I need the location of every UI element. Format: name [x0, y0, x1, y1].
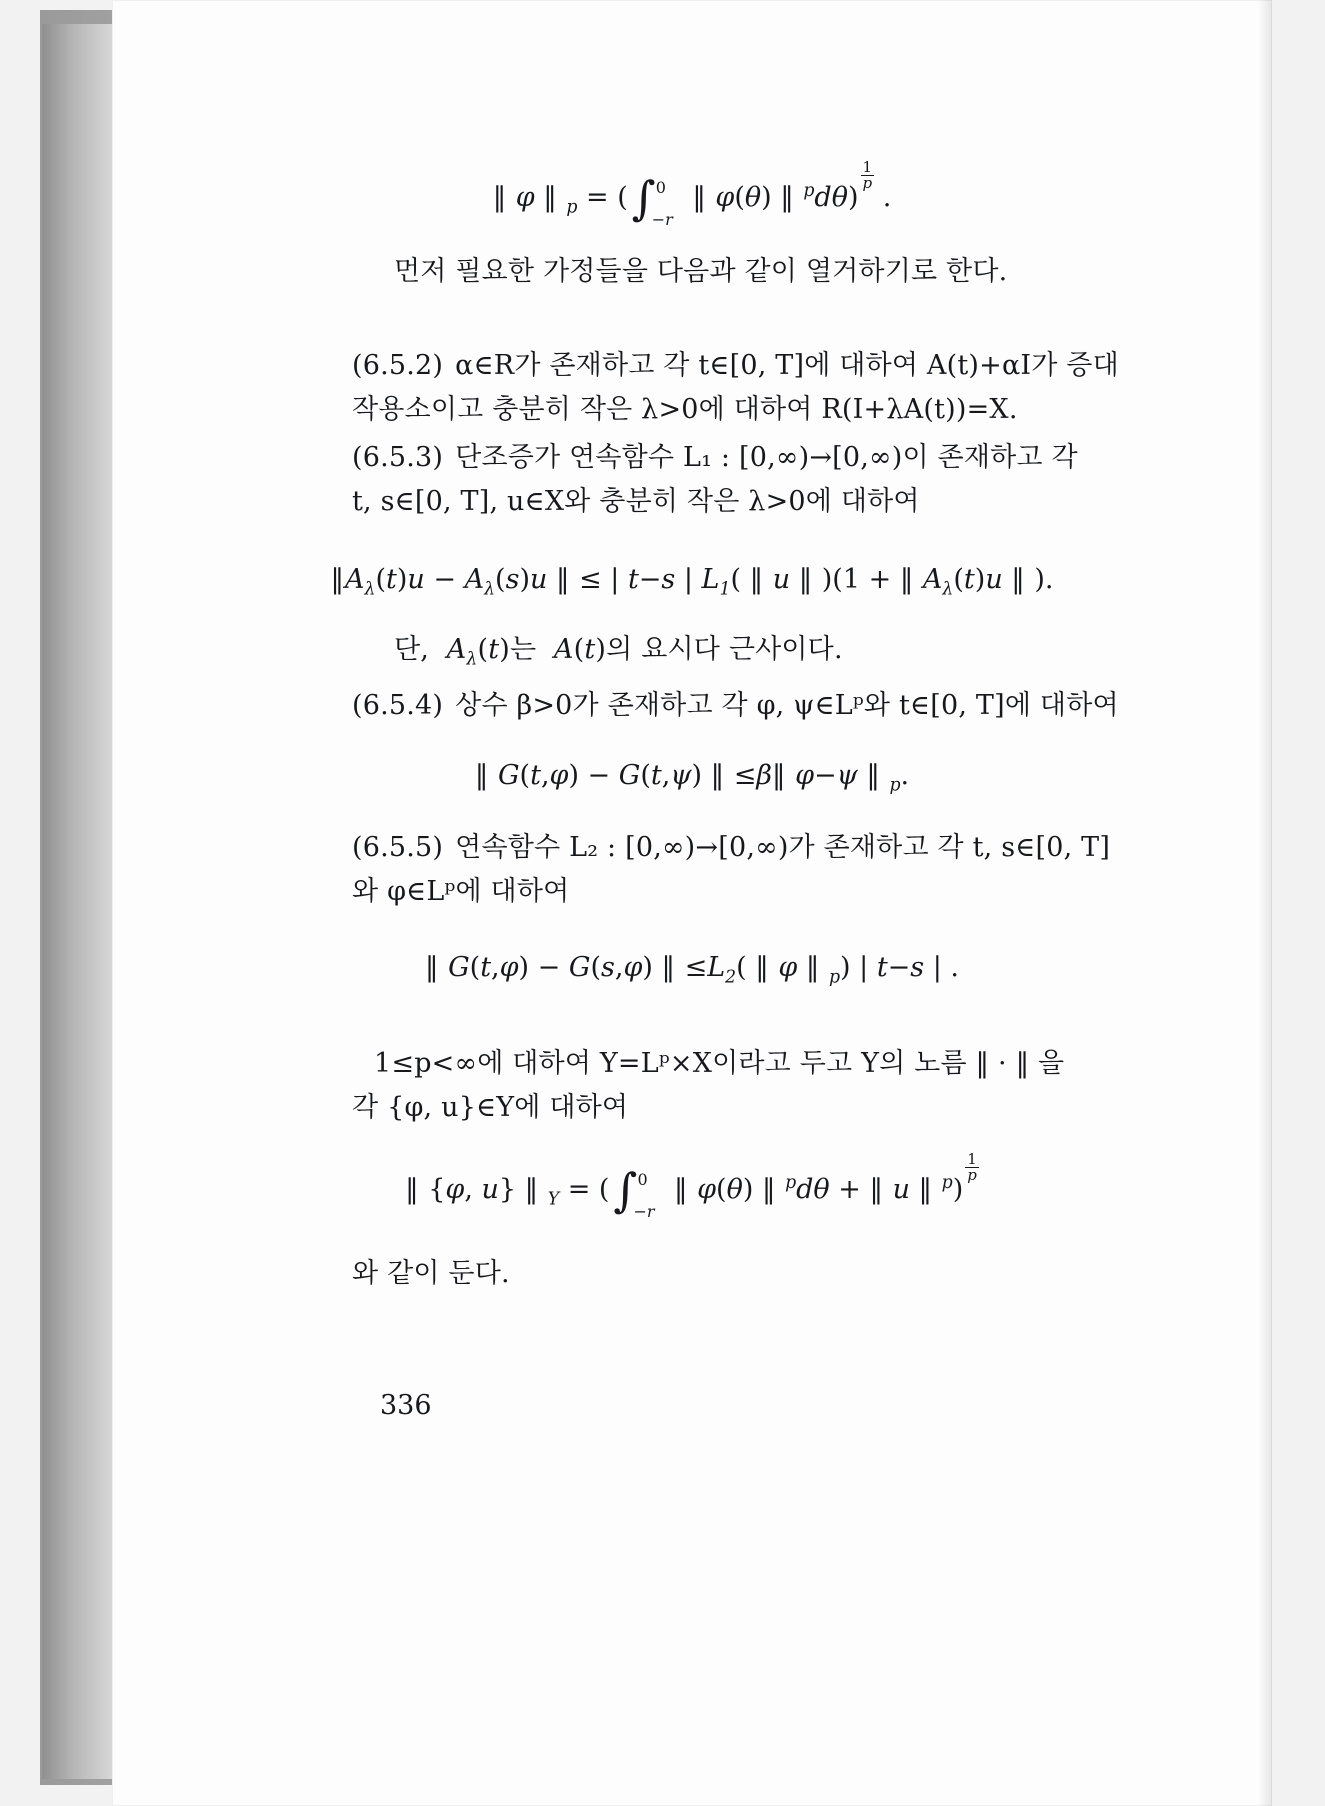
- paragraph-6-5-5: [352, 826, 1252, 913]
- equation-6-5-3: $‖A_\lambda(t)u - A_\lambda(s)u$ ‖ ≤ | t−s | $L_1$( ‖ u ‖ )(1 + ‖ $A_\lambda(t)u$ ‖ ).: [330, 564, 1054, 600]
- page-edge: [42, 24, 119, 1779]
- page-number: 336: [380, 1390, 432, 1421]
- paragraph-6-5-3-line1: 단조증가 연속함수 L₁ : [0,∞)→[0,∞)이 존재하고 각: [455, 442, 1078, 473]
- equation-6-5-5: ‖ G(t,φ) − G(s,φ) ‖ $\le L_2$( ‖ φ ‖ $_p$) | t−s | .: [424, 952, 960, 988]
- equation-6-5-4: ‖ G(t,φ) − G(t,ψ) ‖ ≤β‖ φ−ψ ‖ $_p$.: [474, 760, 910, 796]
- paragraph-y-definition: [352, 1042, 1252, 1129]
- paragraph-6-5-4-line1: 상수 β>0가 존재하고 각 φ, ψ∈Lᵖ와 t∈[0, T]에 대하여: [455, 690, 1119, 721]
- paragraph-6-5-2-line1: α∈R가 존재하고 각 t∈[0, T]에 대하여 A(t)+αI가 증대: [455, 350, 1119, 381]
- document-page: [112, 0, 1272, 1806]
- paragraph-y-definition-line1: 1≤p<∞에 대하여 Y=Lᵖ×X이라고 두고 Y의 노름 ‖ · ‖ 을: [374, 1048, 1065, 1079]
- label-6-5-4: (6.5.4): [352, 690, 444, 721]
- paragraph-closing-text: 와 같이 둔다.: [352, 1258, 510, 1289]
- paragraph-6-5-5-line2: 와 φ∈Lᵖ에 대하여: [352, 875, 570, 907]
- paragraph-6-5-4: [352, 684, 1252, 728]
- paragraph-closing: [352, 1252, 1252, 1296]
- paragraph-6-5-2: [352, 344, 1252, 431]
- paragraph-6-5-2-line2: 작용소이고 충분히 작은 λ>0에 대하여 R(I+λA(t))=X.: [352, 393, 1018, 425]
- paragraph-y-definition-line2: 각 {φ, u}∈Y에 대하여: [352, 1091, 629, 1123]
- paragraph-6-5-3: [352, 436, 1252, 523]
- paragraph-6-5-5-line1: 연속함수 L₂ : [0,∞)→[0,∞)가 존재하고 각 t, s∈[0, T]: [455, 832, 1111, 863]
- paragraph-intro-text: 먼저 필요한 가정들을 다음과 같이 열거하기로 한다.: [394, 256, 1008, 287]
- label-6-5-2: (6.5.2): [352, 350, 444, 381]
- paragraph-intro: [360, 250, 1240, 294]
- paragraph-6-5-3-line2: t, s∈[0, T], u∈X와 충분히 작은 λ>0에 대하여: [352, 485, 920, 517]
- equation-y-norm: ‖ {φ, u} ‖ $_Y$ = (∫ 0 −r ‖ φ(θ) ‖ $^p$dθ + ‖ u ‖ $^p$) $\frac{1}{p}$: [405, 1150, 977, 1222]
- label-6-5-5: (6.5.5): [352, 832, 444, 863]
- label-6-5-3: (6.5.3): [352, 442, 444, 473]
- paragraph-yoshida-remark: 단, $A_\lambda(t)$는 A(t)의 요시다 근사이다.: [394, 634, 843, 670]
- page-right-shadow: [1258, 0, 1272, 1806]
- equation-norm-p: ‖ φ ‖ $_p$ = (∫ 0 −r ‖ φ(θ) ‖ $^p$dθ) $\frac{1}{p}$ .: [492, 158, 892, 230]
